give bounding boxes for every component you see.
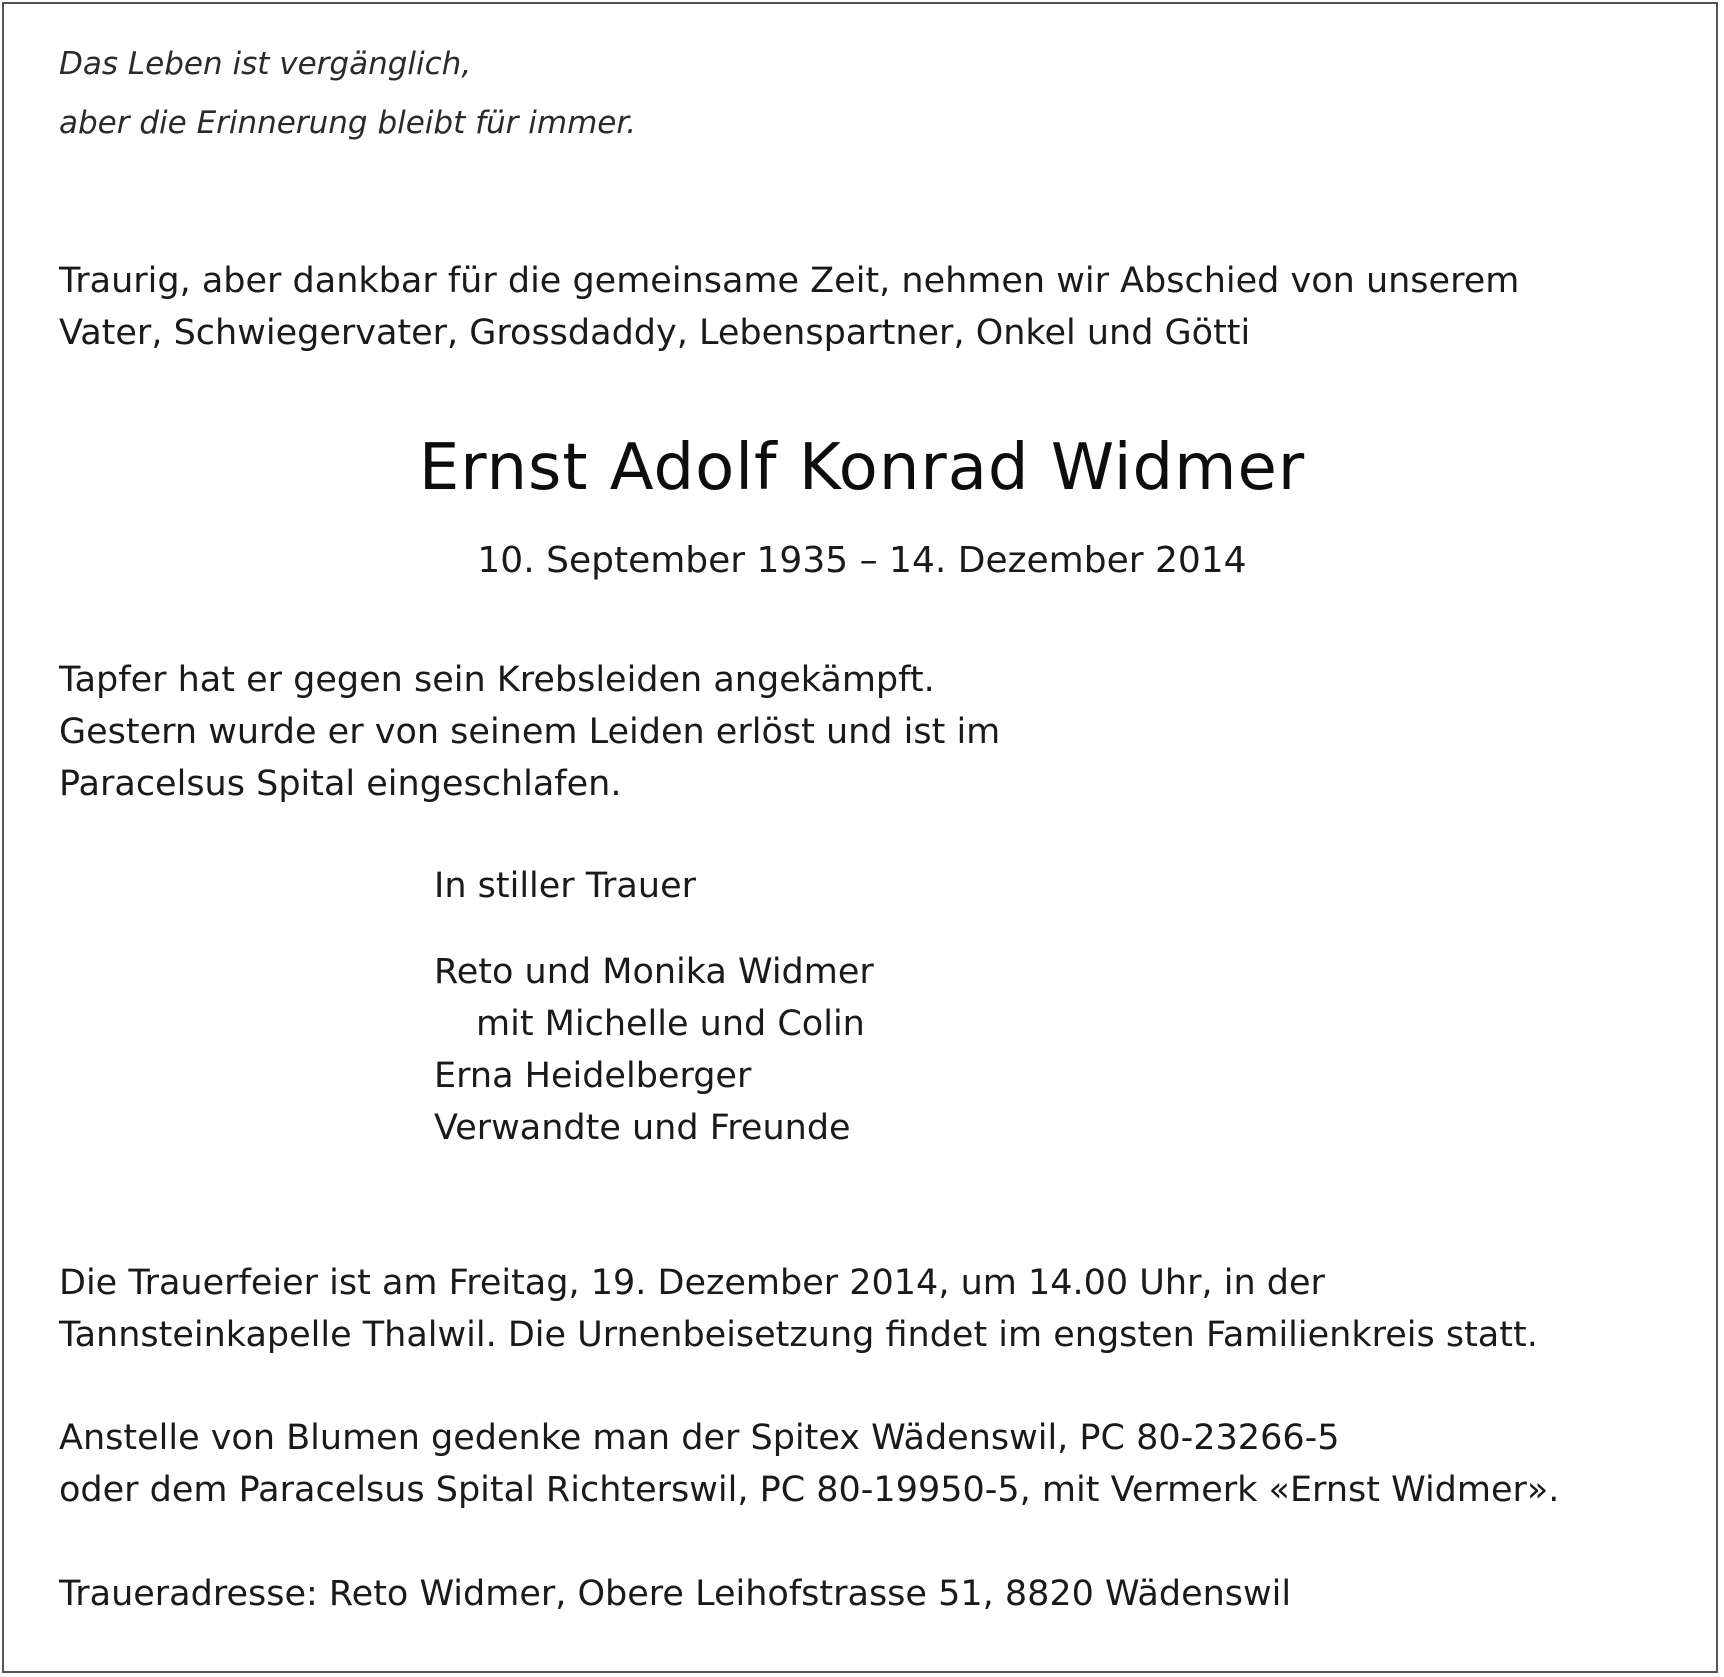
intro-line-1: Traurig, aber dankbar für die gemeinsame Zeit, nehmen wir Abschied von unserem [59,261,1520,301]
donations-line-2: oder dem Paracelsus Spital Richterswil, PC 80-19950-5, mit Vermerk «Ernst Widmer». [59,1470,1560,1510]
ceremony-line-1: Die Trauerfeier ist am Freitag, 19. Dezember 2014, um 14.00 Uhr, in der [59,1263,1325,1303]
mourner-name: Reto und Monika Widmer [434,952,874,992]
motto-line-1: Das Leben ist vergänglich, [59,46,472,82]
motto-line-2: aber die Erinnerung bleibt für immer. [59,105,637,141]
mourner-name: Verwandte und Freunde [434,1108,851,1148]
mourners-heading: In stiller Trauer [434,866,696,906]
deceased-name: Ernst Adolf Konrad Widmer [418,431,1306,505]
mourner-name: Erna Heidelberger [434,1056,752,1096]
mourning-address: Traueradresse: Reto Widmer, Obere Leihofstrasse 51, 8820 Wädenswil [59,1574,1292,1614]
life-dates: 10. September 1935 – 14. Dezember 2014 [477,540,1247,581]
intro-line-2: Vater, Schwiegervater, Grossdaddy, Lebenspartner, Onkel und Götti [59,313,1251,353]
story-line-1: Tapfer hat er gegen sein Krebsleiden angekämpft. [59,660,935,700]
story-line-3: Paracelsus Spital eingeschlafen. [59,764,622,804]
donations-line-1: Anstelle von Blumen gedenke man der Spitex Wädenswil, PC 80-23266-5 [59,1418,1340,1458]
story-line-2: Gestern wurde er von seinem Leiden erlöst und ist im [59,712,1001,752]
mourner-name: mit Michelle und Colin [476,1004,865,1044]
ceremony-line-2: Tannsteinkapelle Thalwil. Die Urnenbeisetzung findet im engsten Familienkreis statt. [59,1315,1538,1355]
